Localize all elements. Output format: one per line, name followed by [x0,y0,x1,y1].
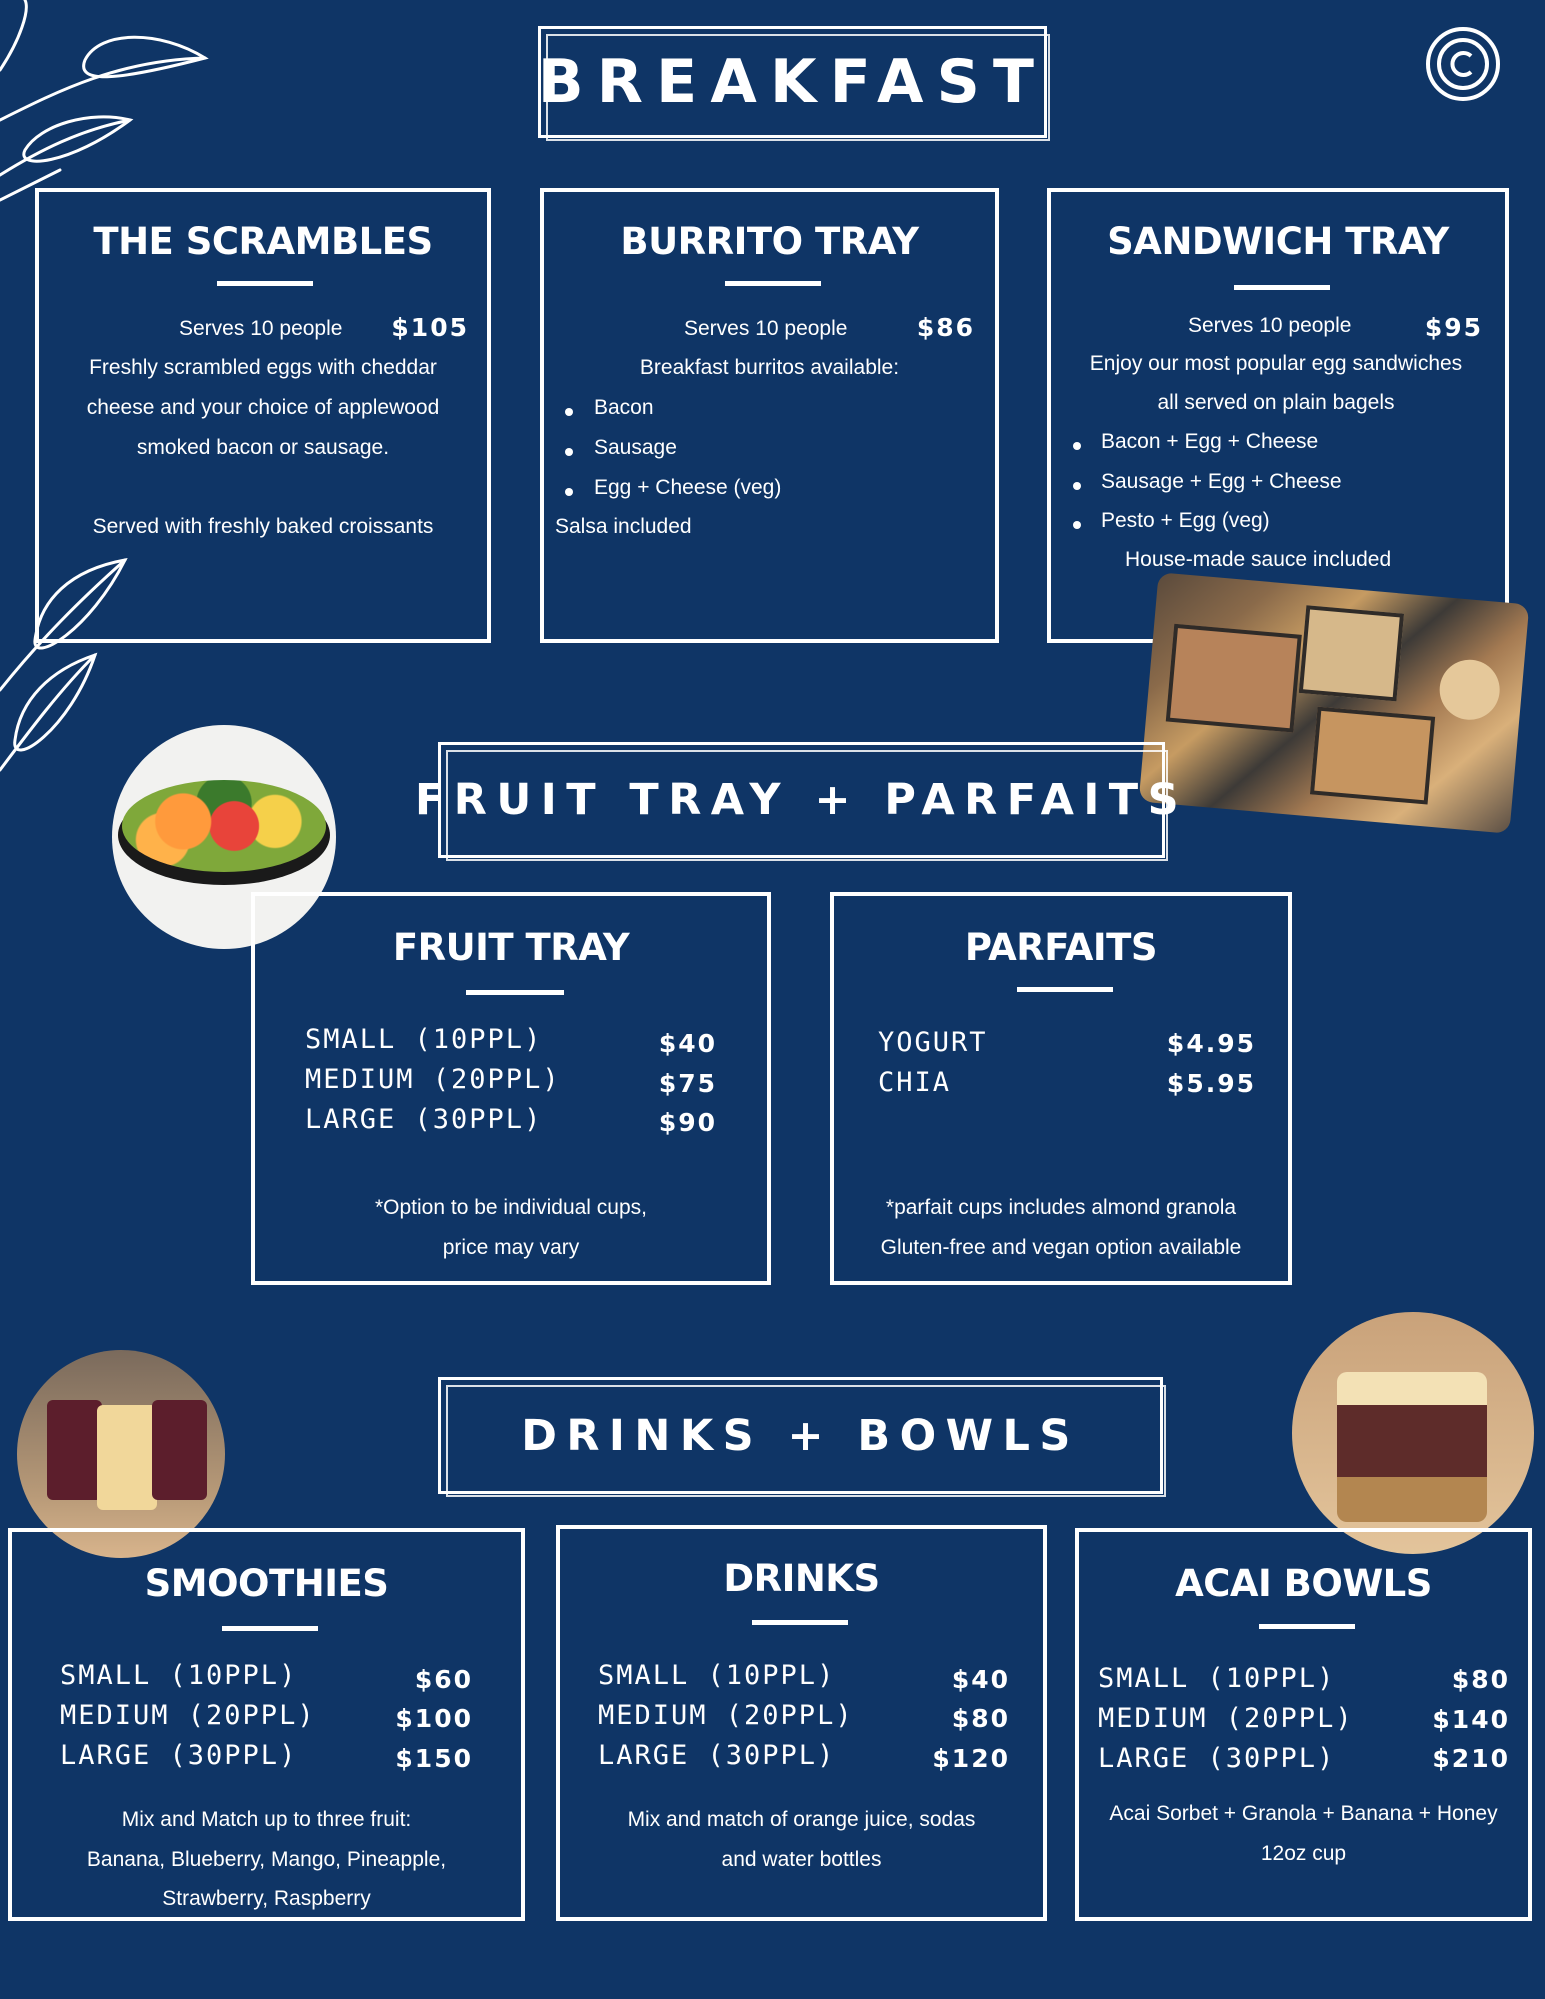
parfaits-price: $5.95 [1166,1069,1256,1098]
fruit-tray-size: MEDIUM (20PPL) [305,1064,561,1095]
burrito-item: Sausage [594,436,677,459]
fruit-tray-size: LARGE (30PPL) [305,1104,543,1135]
bullet-icon [565,448,573,456]
burrito-price: $86 [916,313,975,342]
bullet-icon [1073,442,1081,450]
smoothies-size: SMALL (10PPL) [60,1660,298,1691]
scrambles-desc-3: smoked bacon or sausage. [136,436,390,459]
smoothies-price: $150 [395,1744,473,1773]
fruit-tray-card [251,892,771,1285]
parfaits-item: YOGURT [878,1027,988,1058]
sandwich-tray-photo [1139,572,1530,834]
parfaits-title: PARFAITS [964,926,1158,969]
sandwich-serves: Serves 10 people [1188,314,1352,337]
smoothies-card [8,1528,525,1921]
drinks-title: DRINKS [723,1557,880,1600]
title-underline [222,1626,318,1631]
parfaits-item: CHIA [878,1067,952,1098]
sandwich-card [1047,188,1509,643]
scrambles-desc-2: cheese and your choice of applewood [86,396,440,419]
burrito-item: Bacon [594,396,654,419]
fruit-tray-size: SMALL (10PPL) [305,1024,543,1055]
smoothies-note-2: Banana, Blueberry, Mango, Pineapple, [86,1848,447,1871]
drinks-price: $80 [951,1704,1010,1733]
drinks-size: LARGE (30PPL) [598,1740,836,1771]
sandwich-price: $95 [1424,313,1483,342]
bullet-icon [565,408,573,416]
parfaits-note-2: Gluten-free and vegan option available [880,1236,1242,1259]
acai-note-2: 12oz cup [1260,1842,1347,1865]
drinks-note-2: and water bottles [721,1848,882,1871]
acai-size: LARGE (30PPL) [1098,1743,1336,1774]
drinks-bowls-heading: DRINKS + BOWLS [521,1410,1080,1461]
title-underline [466,990,564,995]
drinks-size: MEDIUM (20PPL) [598,1700,854,1731]
smoothies-note-3: Strawberry, Raspberry [162,1887,371,1910]
acai-note-1: Acai Sorbet + Granola + Banana + Honey [1109,1802,1498,1825]
acai-card [1075,1528,1532,1921]
acai-price: $80 [1451,1665,1510,1694]
fruit-tray-price: $90 [658,1108,717,1137]
fruit-tray-price: $75 [658,1069,717,1098]
fruit-parfaits-heading: FRUIT TRAY + PARFAITS [414,775,1189,825]
smoothies-price: $100 [395,1704,473,1733]
bullet-icon [1073,521,1081,529]
fruit-tray-title: FRUIT TRAY [392,926,630,969]
sandwich-item: Pesto + Egg (veg) [1101,509,1270,532]
burrito-intro: Breakfast burritos available: [639,356,900,379]
breakfast-heading: BREAKFAST [537,47,1048,117]
burrito-note: Salsa included [555,515,692,538]
sandwich-note: House-made sauce included [1125,548,1392,571]
parfaits-price: $4.95 [1166,1029,1256,1058]
smoothies-title: SMOOTHIES [144,1562,389,1605]
title-underline [725,281,821,286]
fruit-tray-note-1: *Option to be individual cups, [374,1196,647,1219]
smoothies-size: MEDIUM (20PPL) [60,1700,316,1731]
scrambles-serves: Serves 10 people [179,317,343,340]
sandwich-item: Sausage + Egg + Cheese [1101,470,1342,493]
sandwich-item: Bacon + Egg + Cheese [1101,430,1319,453]
smoothies-size: LARGE (30PPL) [60,1740,298,1771]
title-underline [1234,285,1330,290]
sandwich-intro-2: all served on plain bagels [1157,391,1395,414]
breakfast-header [538,26,1047,138]
title-underline [217,281,313,286]
acai-price: $140 [1432,1705,1510,1734]
bullet-icon [565,488,573,496]
fruit-tray-note-2: price may vary [442,1236,580,1259]
drinks-note-1: Mix and match of orange juice, sodas [627,1808,976,1831]
burrito-item: Egg + Cheese (veg) [594,476,782,499]
burrito-title: BURRITO TRAY [620,220,919,263]
title-underline [1259,1624,1355,1629]
scrambles-price: $105 [391,313,469,342]
smoothies-price: $60 [414,1665,473,1694]
acai-size: MEDIUM (20PPL) [1098,1703,1354,1734]
drinks-size: SMALL (10PPL) [598,1660,836,1691]
acai-price: $210 [1432,1744,1510,1773]
scrambles-card [35,188,491,643]
smoothies-photo [17,1350,225,1558]
scrambles-desc-1: Freshly scrambled eggs with cheddar [89,356,437,379]
drinks-price: $120 [932,1744,1010,1773]
smoothies-note-1: Mix and Match up to three fruit: [121,1808,412,1831]
drinks-price: $40 [951,1665,1010,1694]
scrambles-title: THE SCRAMBLES [93,220,433,263]
fruit-parfaits-header [414,742,1189,858]
burrito-serves: Serves 10 people [684,317,848,340]
drinks-bowls-header [438,1377,1163,1494]
title-underline [1017,987,1113,992]
sandwich-title: SANDWICH TRAY [1107,220,1449,263]
title-underline [752,1620,848,1625]
fruit-tray-price: $40 [658,1029,717,1058]
acai-title: ACAI BOWLS [1175,1562,1432,1605]
drinks-card [556,1525,1047,1921]
copyright-circle-logo-icon [1425,26,1501,102]
sandwich-intro-1: Enjoy our most popular egg sandwiches [1089,352,1463,375]
parfaits-card [830,892,1292,1285]
acai-bowl-photo [1292,1312,1534,1554]
bullet-icon [1073,482,1081,490]
burrito-card [540,188,999,643]
scrambles-note: Served with freshly baked croissants [92,515,434,538]
parfaits-note-1: *parfait cups includes almond granola [885,1196,1237,1219]
acai-size: SMALL (10PPL) [1098,1663,1336,1694]
